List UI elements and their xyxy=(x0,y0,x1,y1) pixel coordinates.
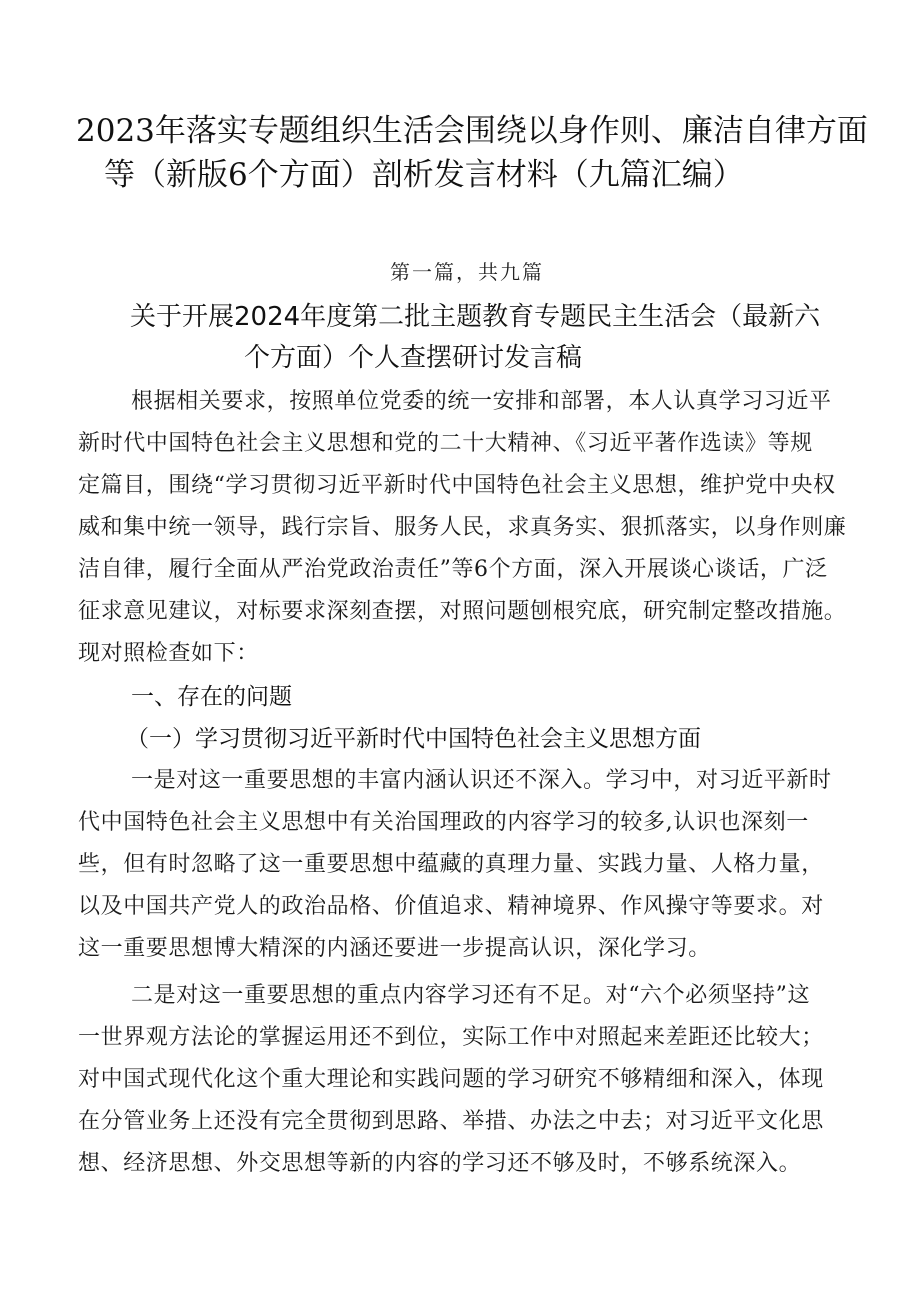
para1-line: 这一重要思想博大精深的内涵还要进一步提高认识，深化学习。 xyxy=(78,936,711,961)
subsection-heading: （一）学习贯彻习近平新时代中国特色社会主义思想方面 xyxy=(126,726,701,752)
intro-line: 定篇目，围绕“学习贯彻习近平新时代中国特色社会主义思想，维护党中央权 xyxy=(78,473,836,498)
section-heading: 一、存在的问题 xyxy=(131,684,292,710)
para2-line: 二是对这一重要思想的重点内容学习还有不足。对“六个必须坚持”这 xyxy=(131,983,811,1008)
para2-line: 在分管业务上还没有完全贯彻到思路、举措、办法之中去；对习近平文化思 xyxy=(78,1109,824,1134)
para1-line: 些，但有时忽略了这一重要思想中蕴藏的真理力量、实践力量、人格力量， xyxy=(78,852,824,877)
document-title-line-1: 2023年落实专题组织生活会围绕以身作则、廉洁自律方面 xyxy=(76,113,868,149)
intro-line: 新时代中国特色社会主义思想和党的二十大精神、《习近平著作选读》等规 xyxy=(78,431,813,456)
intro-line: 现对照检查如下： xyxy=(78,641,259,666)
article-title-line-1: 关于开展2024年度第二批主题教育专题民主生活会（最新六 xyxy=(130,302,821,332)
intro-line: 洁自律，履行全面从严治党政治责任”等6个方面，深入开展谈心谈话，广泛 xyxy=(78,557,828,582)
document-title-line-2: 等（新版6个方面）剖析发言材料（九篇汇编） xyxy=(104,157,744,193)
para2-line: 想、经济思想、外交思想等新的内容的学习还不够及时，不够系统深入。 xyxy=(78,1151,802,1176)
intro-line: 威和集中统一领导，践行宗旨、服务人民，求真务实、狠抓落实，以身作则廉 xyxy=(78,515,847,540)
part-label: 第一篇，共九篇 xyxy=(390,260,544,284)
intro-line: 根据相关要求，按照单位党委的统一安排和部署，本人认真学习习近平 xyxy=(131,389,832,414)
article-title-line-2: 个方面）个人查摆研讨发言稿 xyxy=(244,343,583,373)
para1-line: 以及中国共产党人的政治品格、价值追求、精神境界、作风操守等要求。对 xyxy=(78,894,824,919)
para2-line: 一世界观方法论的掌握运用还不到位，实际工作中对照起来差距还比较大； xyxy=(78,1025,824,1050)
para1-line: 代中国特色社会主义思想中有关治国理政的内容学习的较多,认识也深刻一 xyxy=(78,810,809,835)
para2-line: 对中国式现代化这个重大理论和实践问题的学习研究不够精细和深入，体现 xyxy=(78,1067,824,1092)
intro-line: 征求意见建议，对标要求深刻查摆，对照问题刨根究底，研究制定整改措施。 xyxy=(78,599,847,624)
para1-line: 一是对这一重要思想的丰富内涵认识还不深入。学习中，对习近平新时 xyxy=(131,768,832,793)
